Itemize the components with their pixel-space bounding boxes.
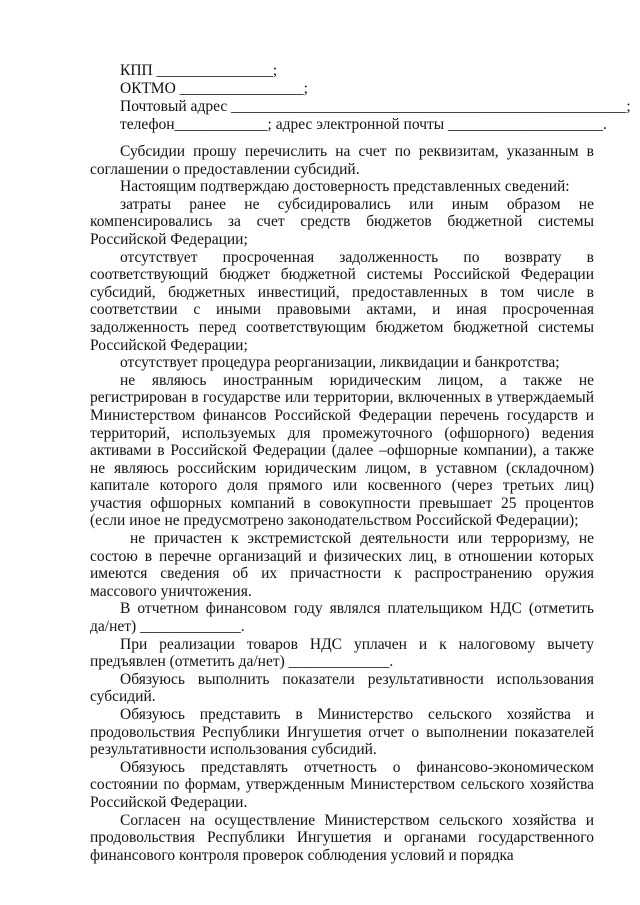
no-bankruptcy-paragraph: отсутствует процедура реорганизации, ликвидации и банкротства; <box>120 354 560 372</box>
kpp-field: КПП _______________; <box>120 62 278 79</box>
postal-address-field: Почтовый адрес ___________________________________________________; <box>120 98 631 115</box>
financial-reporting-paragraph: Обязуюсь представлять отчетность о финансово-экономическом состоянии по формам, утвержденным Министерством сельского хозяйства Российской Федерации. <box>90 758 594 811</box>
performance-indicators-paragraph: Обязуюсь выполнить показатели результативности использования субсидий. <box>90 670 594 706</box>
vat-deduction-paragraph: При реализации товаров НДС уплачен и к налоговому вычету предъявлен (отметить да/нет) _____________. <box>90 635 594 671</box>
audit-consent-paragraph: Согласен на осуществление Министерством сельского хозяйства и продовольствия Республики Ингушетия и органами государственного финансового контроля проверок соблюдения условий и порядка <box>90 811 594 864</box>
subsidy-transfer-paragraph: Субсидии прошу перечислить на счет по реквизитам, указанным в соглашении о предоставлении субсидий. <box>90 143 594 178</box>
vat-payer-paragraph: В отчетном финансовом году являлся плательщиком НДС (отметить да/нет) _____________. <box>90 600 594 636</box>
no-overdue-debt-paragraph: отсутствует просроченная задолженность по возврату в соответствующий бюджет бюджетной системы Российской Федерации субсидий, бюджетных инвестиций, предоставленных в том числе в соответствии с иными правовыми актами, и иная просроченная задолженность перед соответствующим бюджетом бюджетной системы Российской Федерации; <box>90 248 594 354</box>
document-body <box>90 143 594 864</box>
phone-email-field: телефон____________; адрес электронной почты ____________________. <box>120 116 607 133</box>
oktmo-field: ОКТМО ________________; <box>120 80 308 97</box>
confirmation-heading: Настоящим подтверждаю достоверность представленных сведений: <box>120 178 570 196</box>
report-submission-paragraph: Обязуюсь представить в Министерство сельского хозяйства и продовольствия Республики Ингушетия отчет о выполнении показателей результативности использования субсидий. <box>90 706 594 759</box>
not-foreign-entity-paragraph: не являюсь иностранным юридическим лицом, а также не регистрирован в государстве или территории, включенных в утверждаемый Министерством финансов Российской Федерации перечень государств и территорий, используемых для промежуточного (офшорного) ведения активами в Российской Федерации (далее –офшорные компании), а также не являюсь российским юридическим лицом, в уставном (складочном) капитале которого доля прямого или косвенного (через третьих лиц) участия офшорных компаний в совокупности превышает 25 процентов (если иное не предусмотрено законодательством Российской Федерации); <box>90 371 594 530</box>
no-prior-subsidy-paragraph: затраты ранее не субсидировались или иным образом не компенсировались за счет средств бюджетов бюджетной системы Российской Федерации; <box>90 195 594 248</box>
not-extremist-paragraph: не причастен к экстремистской деятельности или терроризму, не состою в перечне организаций и физических лиц, в отношении которых имеются сведения об их причастности к распространению оружия массового уничтожения. <box>90 530 594 600</box>
